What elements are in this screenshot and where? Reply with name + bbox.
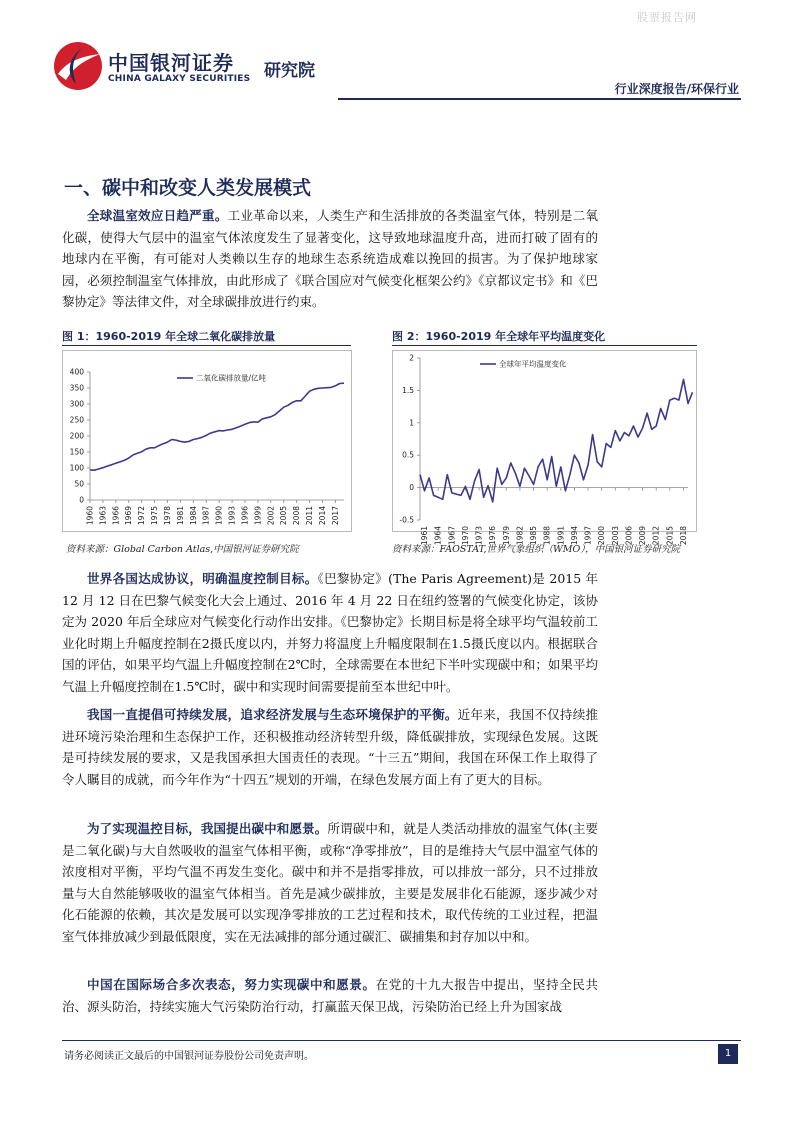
y-tick-label: 350	[69, 383, 84, 393]
y-tick-label: 150	[69, 447, 84, 457]
figure-2-rule	[392, 345, 697, 346]
paragraph-text: 工业革命以来，人类生产和生活排放的各类温室气体，特别是二氧化碳，使得大气层中的温室气体浓度发生了显著变化，这导致地球温度升高，进而打破了固有的地球内在平衡，有可能对人类赖以生存的地球生态系统造成难以挽回的损害。为了保护地球家园，必须控制温室气体排放，由此形成了《联合国应对气候变化框架公约》《京都议定书》和《巴黎协定》等法律文件，对全球碳排放进行约束。	[62, 208, 598, 309]
legend-label: 二氧化碳排放量/亿吨	[196, 373, 267, 383]
x-tick-label: 1985	[529, 526, 539, 546]
x-tick-label: 2005	[279, 506, 289, 526]
paragraph-text: 在党的十九大报告中提出，坚持全民共治、源头防治，持续实施大气污染防治行动，打赢蓝天保卫战，污染防治已经上升为国家战	[62, 977, 598, 1014]
report-type: 行业深度报告/环保行业	[614, 82, 739, 96]
x-tick-label: 1990	[214, 506, 224, 526]
paragraph-lead: 全球温室效应日趋严重。	[87, 208, 228, 223]
paragraph-2	[62, 568, 598, 697]
x-tick-label: 1978	[162, 506, 172, 526]
y-tick-label: 2	[409, 353, 414, 363]
x-tick-label: 2008	[292, 506, 302, 526]
paragraph-lead: 中国在国际场合多次表态，努力实现碳中和愿景。	[87, 977, 376, 992]
paragraph-3	[62, 704, 598, 790]
institute-label: 研究院	[264, 61, 315, 81]
chart-frame	[393, 351, 697, 532]
x-tick-label: 1972	[137, 506, 147, 526]
x-tick-label: 1966	[111, 506, 121, 526]
y-tick-label: 0.5	[402, 450, 414, 460]
paragraph-5	[62, 974, 598, 1017]
x-tick-label: 1991	[556, 526, 566, 546]
paragraph-lead: 为了实现温控目标，我国提出碳中和愿景。	[87, 821, 328, 836]
x-tick-label: 2018	[678, 526, 688, 546]
y-tick-label: 0	[79, 495, 84, 505]
x-tick-label: 2006	[624, 526, 634, 546]
y-tick-label: 50	[74, 479, 84, 489]
legend-label: 全球年平均温度变化	[499, 359, 567, 369]
x-tick-label: 2011	[305, 506, 315, 526]
x-tick-label: 2017	[330, 506, 340, 526]
x-tick-label: 1993	[227, 506, 237, 526]
x-tick-label: 2012	[651, 526, 661, 546]
paragraph-text: 《巴黎协定》(The Paris Agreement)是 2015 年 12 月 12 日在巴黎气候变化大会上通过、2016 年 4 月 22 日在纽约签署的气候变化协定，该协定为 2020 年后全球应对气候变化行动作出安排。《巴黎协定》长期目标是将全球平均气温较前工业化时期上升幅度控制在2摄氏度以内，并努力将温度上升幅度限制在1.5摄氏度以内。根据联合国的评估，如果平均气温上升幅度控制在2℃时，全球需要在本世纪下半叶实现碳中和；如果平均气温上升幅度控制在1.5℃时，碳中和实现时间需要提前至本世纪中叶。	[62, 571, 598, 694]
logo-cn-text: 中国银河证券	[108, 51, 234, 75]
series-line	[420, 379, 693, 502]
temperature-change-chart	[392, 350, 697, 546]
galaxy-logo-icon	[52, 40, 104, 92]
figure-1-source: 资料来源：Global Carbon Atlas,中国银河证券研究院	[66, 544, 299, 555]
y-tick-label: 200	[69, 431, 84, 441]
x-tick-label: 1975	[150, 506, 160, 526]
paragraph-lead: 世界各国达成协议，明确温度控制目标。	[87, 571, 318, 586]
figure-2-source: 资料来源：FAOSTAT,世界气象组织（WMO），中国银河证券研究院	[392, 544, 681, 555]
x-tick-label: 1967	[447, 526, 457, 546]
y-tick-label: 250	[69, 415, 84, 425]
x-tick-label: 1969	[124, 506, 134, 526]
y-tick-label: 0	[409, 483, 414, 493]
x-tick-label: 1970	[460, 526, 470, 546]
page-number: 1	[718, 1044, 738, 1064]
figure-1-caption: 图 1：1960-2019 年全球二氧化碳排放量	[62, 330, 276, 343]
x-tick-label: 2002	[266, 506, 276, 526]
co2-emissions-chart	[62, 350, 352, 532]
x-tick-label: 1984	[188, 506, 198, 526]
x-tick-label: 1988	[542, 526, 552, 546]
x-tick-label: 2014	[317, 506, 327, 526]
x-tick-label: 1964	[433, 526, 443, 546]
x-tick-label: 1981	[175, 506, 185, 526]
x-tick-label: 1987	[201, 506, 211, 526]
x-tick-label: 1996	[240, 506, 250, 526]
figure-1-rule	[62, 345, 351, 346]
x-tick-label: 1961	[420, 526, 430, 546]
paragraph-4	[62, 818, 598, 947]
x-tick-label: 2015	[665, 526, 675, 546]
footer-divider	[62, 1040, 741, 1041]
logo-en-text: CHINA GALAXY SECURITIES	[108, 74, 251, 84]
x-tick-label: 1994	[569, 526, 579, 546]
y-tick-label: 1	[409, 418, 414, 428]
x-tick-label: 1963	[98, 506, 108, 526]
x-tick-label: 1973	[474, 526, 484, 546]
x-tick-label: 2009	[638, 526, 648, 546]
y-tick-label: 300	[69, 399, 84, 409]
footer-disclaimer: 请务必阅读正文最后的中国银河证券股份公司免责声明。	[64, 1051, 314, 1062]
watermark: 股票报告网	[637, 11, 697, 24]
y-tick-label: -0.5	[399, 515, 414, 525]
x-tick-label: 1960	[85, 506, 95, 526]
y-tick-label: 100	[69, 463, 84, 473]
x-tick-label: 1979	[501, 526, 511, 546]
series-line	[90, 383, 344, 470]
x-tick-label: 2003	[610, 526, 620, 546]
x-tick-label: 1982	[515, 526, 525, 546]
paragraph-text: 所谓碳中和，就是人类活动排放的温室气体(主要是二氧化碳)与大自然吸收的温室气体相平衡，或称“净零排放”，目的是维持大气层中温室气体的浓度相对平衡，平均气温不再发生变化。碳中和并不是指零排放，可以排放一部分，只不过排放量与大自然能够吸收的温室气体相当。首先是减少碳排放，主要是发展非化石能源，逐步减少对化石能源的依赖，其次是发展可以实现净零排放的工艺过程和技术，取代传统的工业过程，把温室气体排放减少到最低限度，实在无法减排的部分通过碳汇、碳捕集和封存加以中和。	[62, 821, 598, 944]
y-tick-label: 1.5	[402, 385, 414, 395]
paragraph-text: 近年来，我国不仅持续推进环境污染治理和生态保护工作，还积极推动经济转型升级，降低碳排放，实现绿色发展。这既是可持续发展的要求，又是我国承担大国责任的表现。“十三五”期间，我国在环保工作上取得了令人瞩目的成就，而今年作为“十四五”规划的开端，在绿色发展方面上有了更大的目标。	[62, 707, 598, 787]
section-title: 一、碳中和改变人类发展模式	[64, 177, 312, 199]
y-tick-label: 400	[69, 367, 84, 377]
paragraph-lead: 我国一直提倡可持续发展，追求经济发展与生态环境保护的平衡。	[87, 707, 458, 722]
x-tick-label: 1999	[253, 506, 263, 526]
paragraph-1	[62, 205, 598, 313]
x-tick-label: 1976	[488, 526, 498, 546]
header-divider	[338, 98, 741, 100]
x-tick-label: 2000	[597, 526, 607, 546]
x-tick-label: 1997	[583, 526, 593, 546]
figure-2-caption: 图 2：1960-2019 年全球年平均温度变化	[392, 330, 606, 343]
